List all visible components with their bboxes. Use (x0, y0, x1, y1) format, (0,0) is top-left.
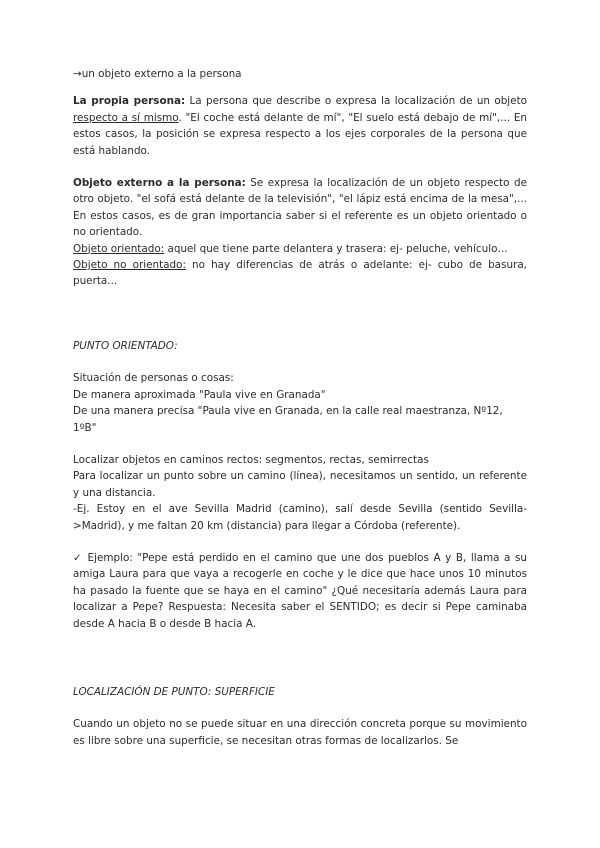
spacer (73, 632, 527, 684)
propia-persona-paragraph (73, 93, 527, 159)
caminos-text: Para localizar un punto sobre un camino (línea), necesitamos un sentido, un referente y una distancia. (73, 470, 527, 499)
objeto-externo-text: Se expresa la localización de un objeto respecto de otro objeto. "el sofá está delante de la televisión", "el lápiz está encima de la mesa",... En estos casos, es de gran importancia saber si el referente es un objeto orientado o no orientado. (73, 177, 527, 239)
propia-persona-title: La propia persona: (73, 95, 186, 108)
spacer (73, 82, 527, 93)
objeto-externo-paragraph (73, 175, 527, 241)
spacer (73, 159, 527, 175)
aproximada-line: De manera aproximada "Paula vive en Granada" (73, 388, 326, 401)
propia-text-2: . "El coche está delante de mí", "El suelo está debajo de mí",... En estos casos, la posición se expresa respecto a los ejes corporales de la persona que está hablando. (73, 111, 527, 157)
objeto-orientado-line (73, 241, 527, 257)
punto-orientado-heading: PUNTO ORIENTADO: (73, 339, 178, 352)
spacer (73, 436, 527, 452)
precisa-line: De una manera precisa "Paula vive en Granada, en la calle real maestranza, Nº12, 1ºB" (73, 405, 503, 434)
propia-text-1: La persona que describe o expresa la localización de un objeto (185, 95, 528, 108)
respecto-underlined: respecto a sí mismo (73, 111, 179, 124)
intro-line: →un objeto externo a la persona (73, 68, 242, 80)
objeto-orientado-label: Objeto orientado: (73, 242, 165, 255)
spacer (73, 700, 527, 716)
superficie-text: Cuando un objeto no se puede situar en una dirección concreta porque su movimiento es libre sobre una superficie, se necesitan otras formas de localizarlos. Se (73, 718, 527, 747)
spacer (73, 290, 527, 338)
objeto-no-orientado-line (73, 257, 527, 290)
document-page (73, 66, 527, 749)
caminos-title: Localizar objetos en caminos rectos: segmentos, rectas, semirrectas (73, 453, 429, 466)
ejemplo-pepe: ✓ Ejemplo: "Pepe está perdido en el camino que une dos pueblos A y B, llama a su amiga Laura para que vaya a recogerle en coche y le dice que hace unos 10 minutos ha pasado la fuente que se haya en el camino" ¿Qué necesitaría además Laura para localizar a Pepe? Respuesta: Necesita saber el SENTIDO; es decir si Pepe caminaba desde A hacia B o desde B hacia A. (73, 551, 527, 630)
ejemplo-ave: -Ej. Estoy en el ave Sevilla Madrid (camino), salí desde Sevilla (sentido Sevilla- >Madrid), y me faltan 20 km (distancia) para llegar a Córdoba (referente). (73, 503, 527, 532)
situacion-line: Situación de personas o cosas: (73, 372, 234, 385)
objeto-no-orientado-text: no hay diferencias de atrás o adelante: ej- cubo de basura, puerta... (73, 259, 527, 288)
spacer (73, 354, 527, 370)
objeto-orientado-text: aquel que tiene parte delantera y trasera: ej- peluche, vehículo… (164, 242, 508, 255)
objeto-no-orientado-label: Objeto no orientado: (73, 259, 186, 272)
spacer (73, 534, 527, 550)
objeto-externo-title: Objeto externo a la persona: (73, 177, 246, 190)
superficie-heading: LOCALIZACIÓN DE PUNTO: SUPERFICIE (73, 685, 275, 698)
